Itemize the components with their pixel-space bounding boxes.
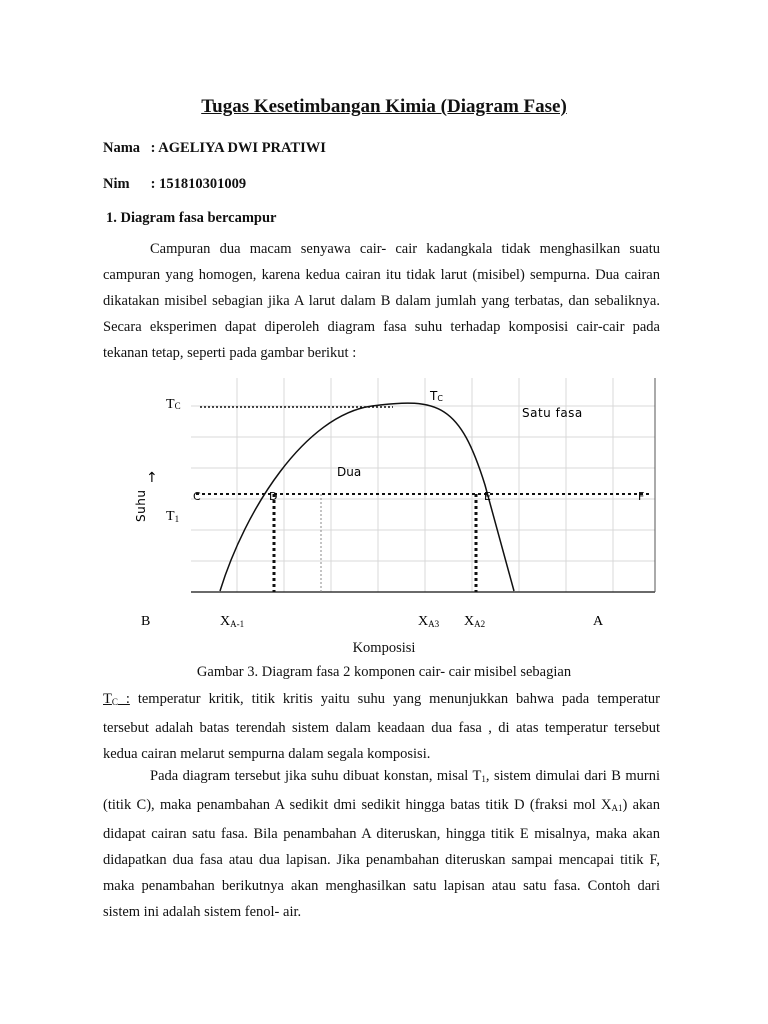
nama-value: : AGELIYA DWI PRATIWI (150, 140, 326, 156)
suhu-axis-label: Suhu (134, 489, 148, 522)
point-d-label: D (269, 490, 278, 503)
nim-value: : 151810301009 (150, 176, 247, 192)
tc-def-line-1: $T_C$ : temperatur kritik, titik kritis yaitu suhu yang menunjukkan bahwa pada temperatur (103, 691, 661, 707)
point-e-label: E (484, 490, 491, 503)
nim-label: Nim (103, 176, 130, 192)
tc-definition (103, 686, 660, 767)
t1-label: T1 (166, 509, 180, 524)
tc-def-line-3: kedua cairan melarut sempurna dalam segala komposisi. (103, 746, 431, 762)
nama-row (103, 140, 326, 157)
dua-label: Dua (337, 465, 362, 479)
komposisi-label: Komposisi (352, 640, 416, 656)
up-arrow-icon: ↑ (146, 470, 158, 486)
a-label: A (593, 614, 604, 629)
b-label: B (141, 614, 151, 629)
xa3-label: XA3 (418, 614, 440, 629)
explanation-paragraph: Pada diagram tersebut jika suhu dibuat konstan, misal $T_1$, sistem dimulai dari B murni (titik C), maka penambahan A sedikit dmi sedikit hingga batas titik D (fraksi mol $X_{A1}$) akan didapat cairan satu fasa. Bila penambahan A diteruskan, hingga titik E misalnya, maka akan didapatkan dua fasa atau dua lapisan. Jika penambahan diteruskan sampai mencapai titik F, maka penambahan berikutnya akan menghasilkan satu lapisan atau satu fasa. Contoh dari sistem ini adalah sistem fenol- air. (103, 768, 660, 920)
tc-left-label: TC (166, 397, 181, 412)
intro-paragraph: Campuran dua macam senyawa cair- cair kadangkala tidak menghasilkan suatu campuran yang homogen, karena kedua cairan itu tidak larut (misibel) sempurna. Dua cairan dikatakan misibel sebagian jika A larut dalam B dalam jumlah yang terbatas, dan sebaliknya. Secara eksperimen dapat diperoleh diagram fasa suhu terhadap komposisi cair-cair pada tekanan tetap, seperti pada gambar berikut : (103, 241, 660, 361)
xa1-label: XA-1 (220, 614, 245, 629)
figure-caption: Gambar 3. Diagram fasa 2 komponen cair- cair misibel sebagian (196, 664, 572, 680)
satu-fasa-label: Satu fasa (522, 406, 583, 420)
document-title: Tugas Kesetimbangan Kimia (Diagram Fase) (201, 96, 567, 117)
xa2-label: XA2 (464, 614, 486, 629)
tc-def-line-2: tersebut adalah batas terendah sistem dalam keadaan dua fasa , di atas temperatur tersebut (103, 720, 660, 736)
diagram-grid (191, 378, 655, 592)
section-heading: 1. Diagram fasa bercampur (106, 210, 277, 226)
point-c-label: C (193, 490, 201, 503)
nim-row (103, 176, 246, 193)
nama-label: Nama (103, 140, 141, 156)
tc-term: $T_C$ : (103, 691, 130, 707)
binodal-curve (220, 403, 514, 591)
tc-top-label: TC (430, 389, 443, 403)
point-f-label: F (638, 490, 645, 503)
phase-diagram (0, 370, 768, 640)
